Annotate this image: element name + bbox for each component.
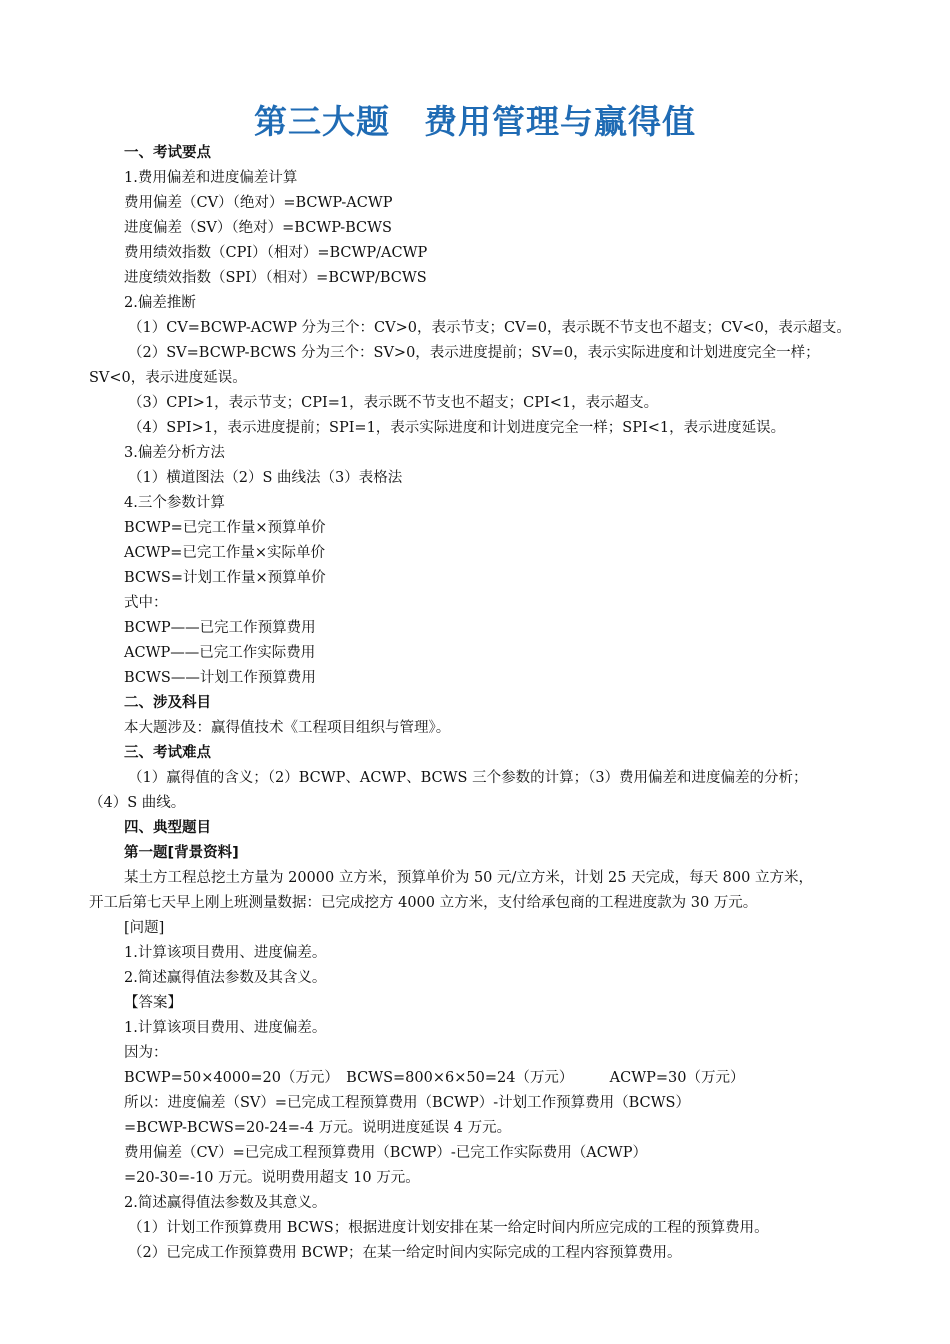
document-body (0, 141, 950, 1266)
text-line: 本大题涉及：赢得值技术《工程项目组织与管理》。 (124, 720, 451, 736)
text-line: （1）计划工作预算费用 BCWS；根据进度计划安排在某一给定时间内所应完成的工程的预算费用。 (128, 1220, 769, 1236)
page-title: 第三大题 费用管理与赢得值 (254, 102, 696, 141)
text-line: 费用绩效指数（CPI）（相对）=BCWP/ACWP (124, 245, 428, 261)
text-line: 所以：进度偏差（SV）=已完成工程预算费用（BCWP）-计划工作预算费用（BCWS） (124, 1095, 690, 1111)
text-line: 2.偏差推断 (124, 295, 196, 311)
section-heading: 一、考试要点 (124, 145, 211, 161)
text-line: 2.简述赢得值法参数及其意义。 (124, 1195, 327, 1211)
text-line: 2.简述赢得值法参数及其含义。 (124, 970, 327, 986)
section-heading: 三、考试难点 (124, 745, 211, 761)
text-line: BCWS=计划工作量×预算单价 (124, 570, 326, 586)
text-line: ACWP=已完工作量×实际单价 (124, 545, 326, 561)
text-line: BCWP=50×4000=20（万元） BCWS=800×6×50=24（万元） ACWP=30（万元） (124, 1070, 745, 1086)
text-line: 进度偏差（SV）（绝对）=BCWP-BCWS (124, 220, 392, 236)
text-line: 因为： (124, 1045, 168, 1061)
text-line: （2）SV=BCWP-BCWS 分为三个：SV>0，表示进度提前；SV=0，表示实际进度和计划进度完全一样； (128, 345, 820, 361)
text-line: 开工后第七天早上刚上班测量数据：已完成挖方 4000 立方米，支付给承包商的工程进度款为 30 万元。 (89, 895, 758, 911)
text-line: =BCWP-BCWS=20-24=-4 万元。说明进度延误 4 万元。 (124, 1120, 512, 1136)
text-line: BCWP——已完工作预算费用 (124, 620, 316, 636)
text-line: 式中： (124, 595, 168, 611)
text-line: 某土方工程总挖土方量为 20000 立方米，预算单价为 50 元/立方米，计划 25 天完成，每天 800 立方米， (124, 870, 813, 886)
section-heading: 四、典型题目 (124, 820, 211, 836)
text-line: 1.费用偏差和进度偏差计算 (124, 170, 298, 186)
text-line: （1）CV=BCWP-ACWP 分为三个：CV>0，表示节支；CV=0，表示既不节支也不超支；CV<0，表示超支。 (128, 320, 851, 336)
text-line: 【答案】 (124, 995, 182, 1011)
text-line: （1）赢得值的含义；（2）BCWP、ACWP、BCWS 三个参数的计算；（3）费用偏差和进度偏差的分析； (128, 770, 808, 786)
text-line: BCWS——计划工作预算费用 (124, 670, 316, 686)
text-line: ACWP——已完工作实际费用 (124, 645, 316, 661)
text-line: 4.三个参数计算 (124, 495, 225, 511)
text-line: （3）CPI>1，表示节支；CPI=1，表示既不节支也不超支；CPI<1，表示超支。 (128, 395, 659, 411)
text-line: 3.偏差分析方法 (124, 445, 225, 461)
text-line: 费用偏差（CV）（绝对）=BCWP-ACWP (124, 195, 393, 211)
text-line: 费用偏差（CV）=已完成工程预算费用（BCWP）-已完工作实际费用（ACWP） (124, 1145, 648, 1161)
text-line: （4）SPI>1，表示进度提前；SPI=1，表示实际进度和计划进度完全一样；SPI<1，表示进度延误。 (128, 420, 786, 436)
text-line: （1）横道图法（2）S 曲线法（3）表格法 (128, 470, 403, 486)
text-line: =20-30=-10 万元。说明费用超支 10 万元。 (124, 1170, 420, 1186)
text-line: SV<0，表示进度延误。 (89, 370, 247, 386)
section-heading: 第一题[背景资料] (124, 845, 239, 861)
text-line: 1.计算该项目费用、进度偏差。 (124, 945, 327, 961)
text-line: [问题] (124, 920, 165, 936)
text-line: 进度绩效指数（SPI）（相对）=BCWP/BCWS (124, 270, 427, 286)
text-line: BCWP=已完工作量×预算单价 (124, 520, 326, 536)
text-line: （4）S 曲线。 (89, 795, 186, 811)
text-line: 1.计算该项目费用、进度偏差。 (124, 1020, 327, 1036)
section-heading: 二、涉及科目 (124, 695, 211, 711)
text-line: （2）已完成工作预算费用 BCWP；在某一给定时间内实际完成的工程内容预算费用。 (128, 1245, 682, 1261)
